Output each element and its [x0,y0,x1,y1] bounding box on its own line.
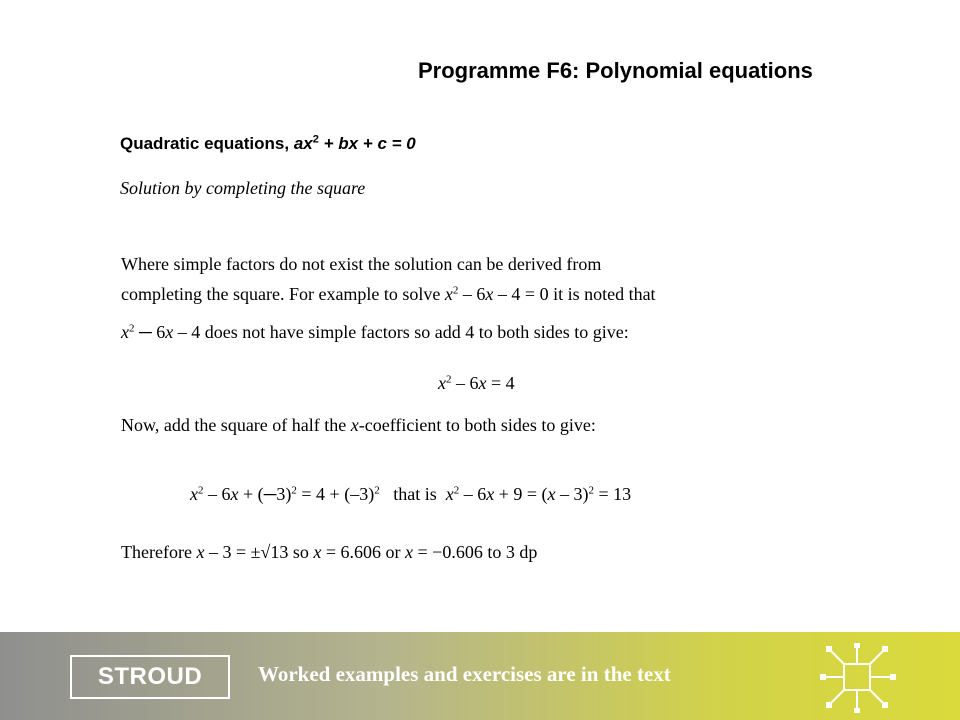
exponent: 2 [374,484,380,497]
exponent: 2 [453,484,460,497]
var-x: x [165,322,174,342]
exponent: 2 [291,484,297,497]
paragraph-text: ─ 6 [134,322,166,342]
network-logo-icon [818,640,898,716]
paragraph-text: – 6 [458,284,486,304]
equation-text: + 9 = ( [494,484,548,504]
section-heading [120,134,416,154]
page-title: Programme F6: Polynomial equations [418,58,813,83]
var-x: x [190,484,198,504]
stroud-brand-box: STROUD [70,655,230,699]
heading-ax: ax [293,134,313,153]
var-x: x [230,484,239,504]
var-x: x [350,415,359,435]
paragraph-text: = 6.606 or [321,542,406,562]
paragraph-text: = −0.606 to 3 dp [413,542,538,562]
heading-rest: + bx + c = 0 [318,134,416,153]
paragraph-text: – 3 = ±√13 so [204,542,314,562]
paragraph-text: – 4 = 0 it is noted that [493,284,656,304]
var-x: x [547,484,556,504]
equation-text: – 6 [459,484,487,504]
equation-text: – 3) [555,484,589,504]
exponent: 2 [588,484,594,497]
exponent: 2 [129,322,135,335]
therefore-line [121,542,537,563]
equation-text: – 6 [451,373,479,393]
exponent: 2 [452,284,459,297]
exponent: 2 [198,484,204,497]
exponent: 2 [446,373,452,386]
var-x: x [478,373,487,393]
equation-2 [190,484,631,505]
equation-1 [438,373,515,394]
paragraph-text: completing the square. For example to solve [121,284,445,304]
paragraph-line-1: Where simple factors do not exist the solution can be derived from [121,254,602,274]
var-x: x [445,484,454,504]
var-x: x [485,284,494,304]
var-x: x [196,542,205,562]
var-x: x [405,542,414,562]
equation-text: = 4 + (–3) [296,484,375,504]
footer-note: Worked examples and exercises are in the text [258,662,671,686]
var-x: x [486,484,495,504]
equation-text: that is [379,484,446,504]
paragraph-line-2 [121,284,656,305]
var-x: x [444,284,453,304]
now-line [121,415,596,436]
paragraph-line-3 [121,322,629,343]
paragraph-text: -coefficient to both sides to give: [358,415,596,435]
section-subheading: Solution by completing the square [120,178,366,198]
var-x: x [438,373,446,393]
heading-exp: 2 [312,133,319,146]
equation-text: = 13 [594,484,632,504]
equation-text: + (─3) [238,484,292,504]
var-x: x [121,322,129,342]
var-x: x [313,542,322,562]
equation-text: = 4 [486,373,515,393]
paragraph-text: Now, add the square of half the [121,415,351,435]
heading-prefix: Quadratic equations, [120,134,294,153]
paragraph-text: Therefore [121,542,197,562]
paragraph-text: – 4 does not have simple factors so add 4 to both sides to give: [173,322,629,342]
equation-text: – 6 [203,484,231,504]
